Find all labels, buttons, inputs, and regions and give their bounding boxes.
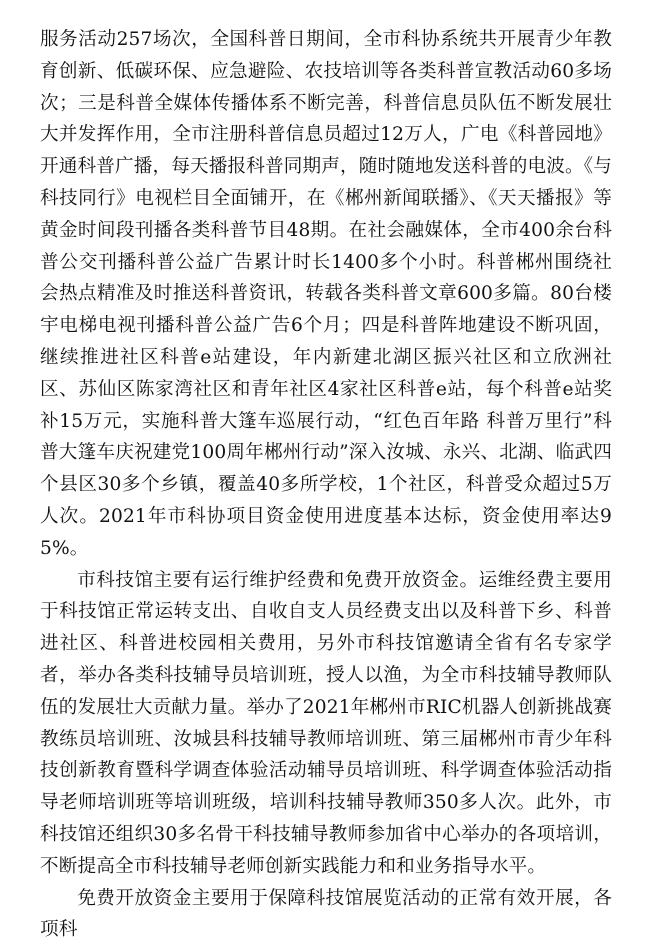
paragraph-3: 免费开放资金主要用于保障科技馆展览活动的正常有效开展，各项科: [40, 887, 612, 941]
paragraph-1: 服务活动257场次，全国科普日期间，全市科协系统共开展青少年教育创新、低碳环保、应急避险、农技培训等各类科普宣教活动60多场次；三是科普全媒体传播体系不断完善，科普信息员队伍不断发展壮大并发挥作用，全市注册科普信息员超过12万人，广电《科普园地》开通科普广播，每天播报科普同期声，随时随地发送科普的电波。《与科技同行》电视栏目全面铺开，在《郴州新闻联播》、《天天播报》等黄金时间段刊播各类科普节目48期。在社会融媒体，全市400余台科普公交刊播科普公益广告累计时长1400多个小时。科普郴州围绕社会热点精准及时推送科普资讯，转载各类科普文章600多篇。80台楼宇电梯电视刊播科普公益广告6个月；四是科普阵地建设不断巩固，继续推进社区科普e站建设，年内新建北湖区振兴社区和立欣洲社区、苏仙区陈家湾社区和青年社区4家社区科普e站，每个科普e站奖补15万元，实施科普大篷车巡展行动，“红色百年路 科普万里行”科普大篷车庆祝建党100周年郴州行动”深入汝城、永兴、北湖、临武四个县区30多个乡镇，覆盖40多所学校，1个社区，科普受众超过5万人次。2021年市科协项目资金使用进度基本达标，资金使用率达95%。: [40, 29, 612, 559]
paragraph-2: 市科技馆主要有运行维护经费和免费开放资金。运维经费主要用于科技馆正常运转支出、自收自支人员经费支出以及科普下乡、科普进社区、科普进校园相关费用，另外市科技馆邀请全省有名专家学者，举办各类科技辅导员培训班，授人以渔，为全市科技辅导教师队伍的发展壮大贡献力量。举办了2021年郴州市RIC机器人创新挑战赛教练员培训班、汝城县科技辅导教师培训班、第三届郴州市青少年科技创新教育暨科学调查体验活动辅导员培训班、科学调查体验活动指导老师培训班等培训班级，培训科技辅导教师350多人次。此外，市科技馆还组织30多名骨干科技辅导教师参加省中心举办的各项培训，不断提高全市科技辅导老师创新实践能力和和业务指导水平。: [40, 569, 612, 877]
